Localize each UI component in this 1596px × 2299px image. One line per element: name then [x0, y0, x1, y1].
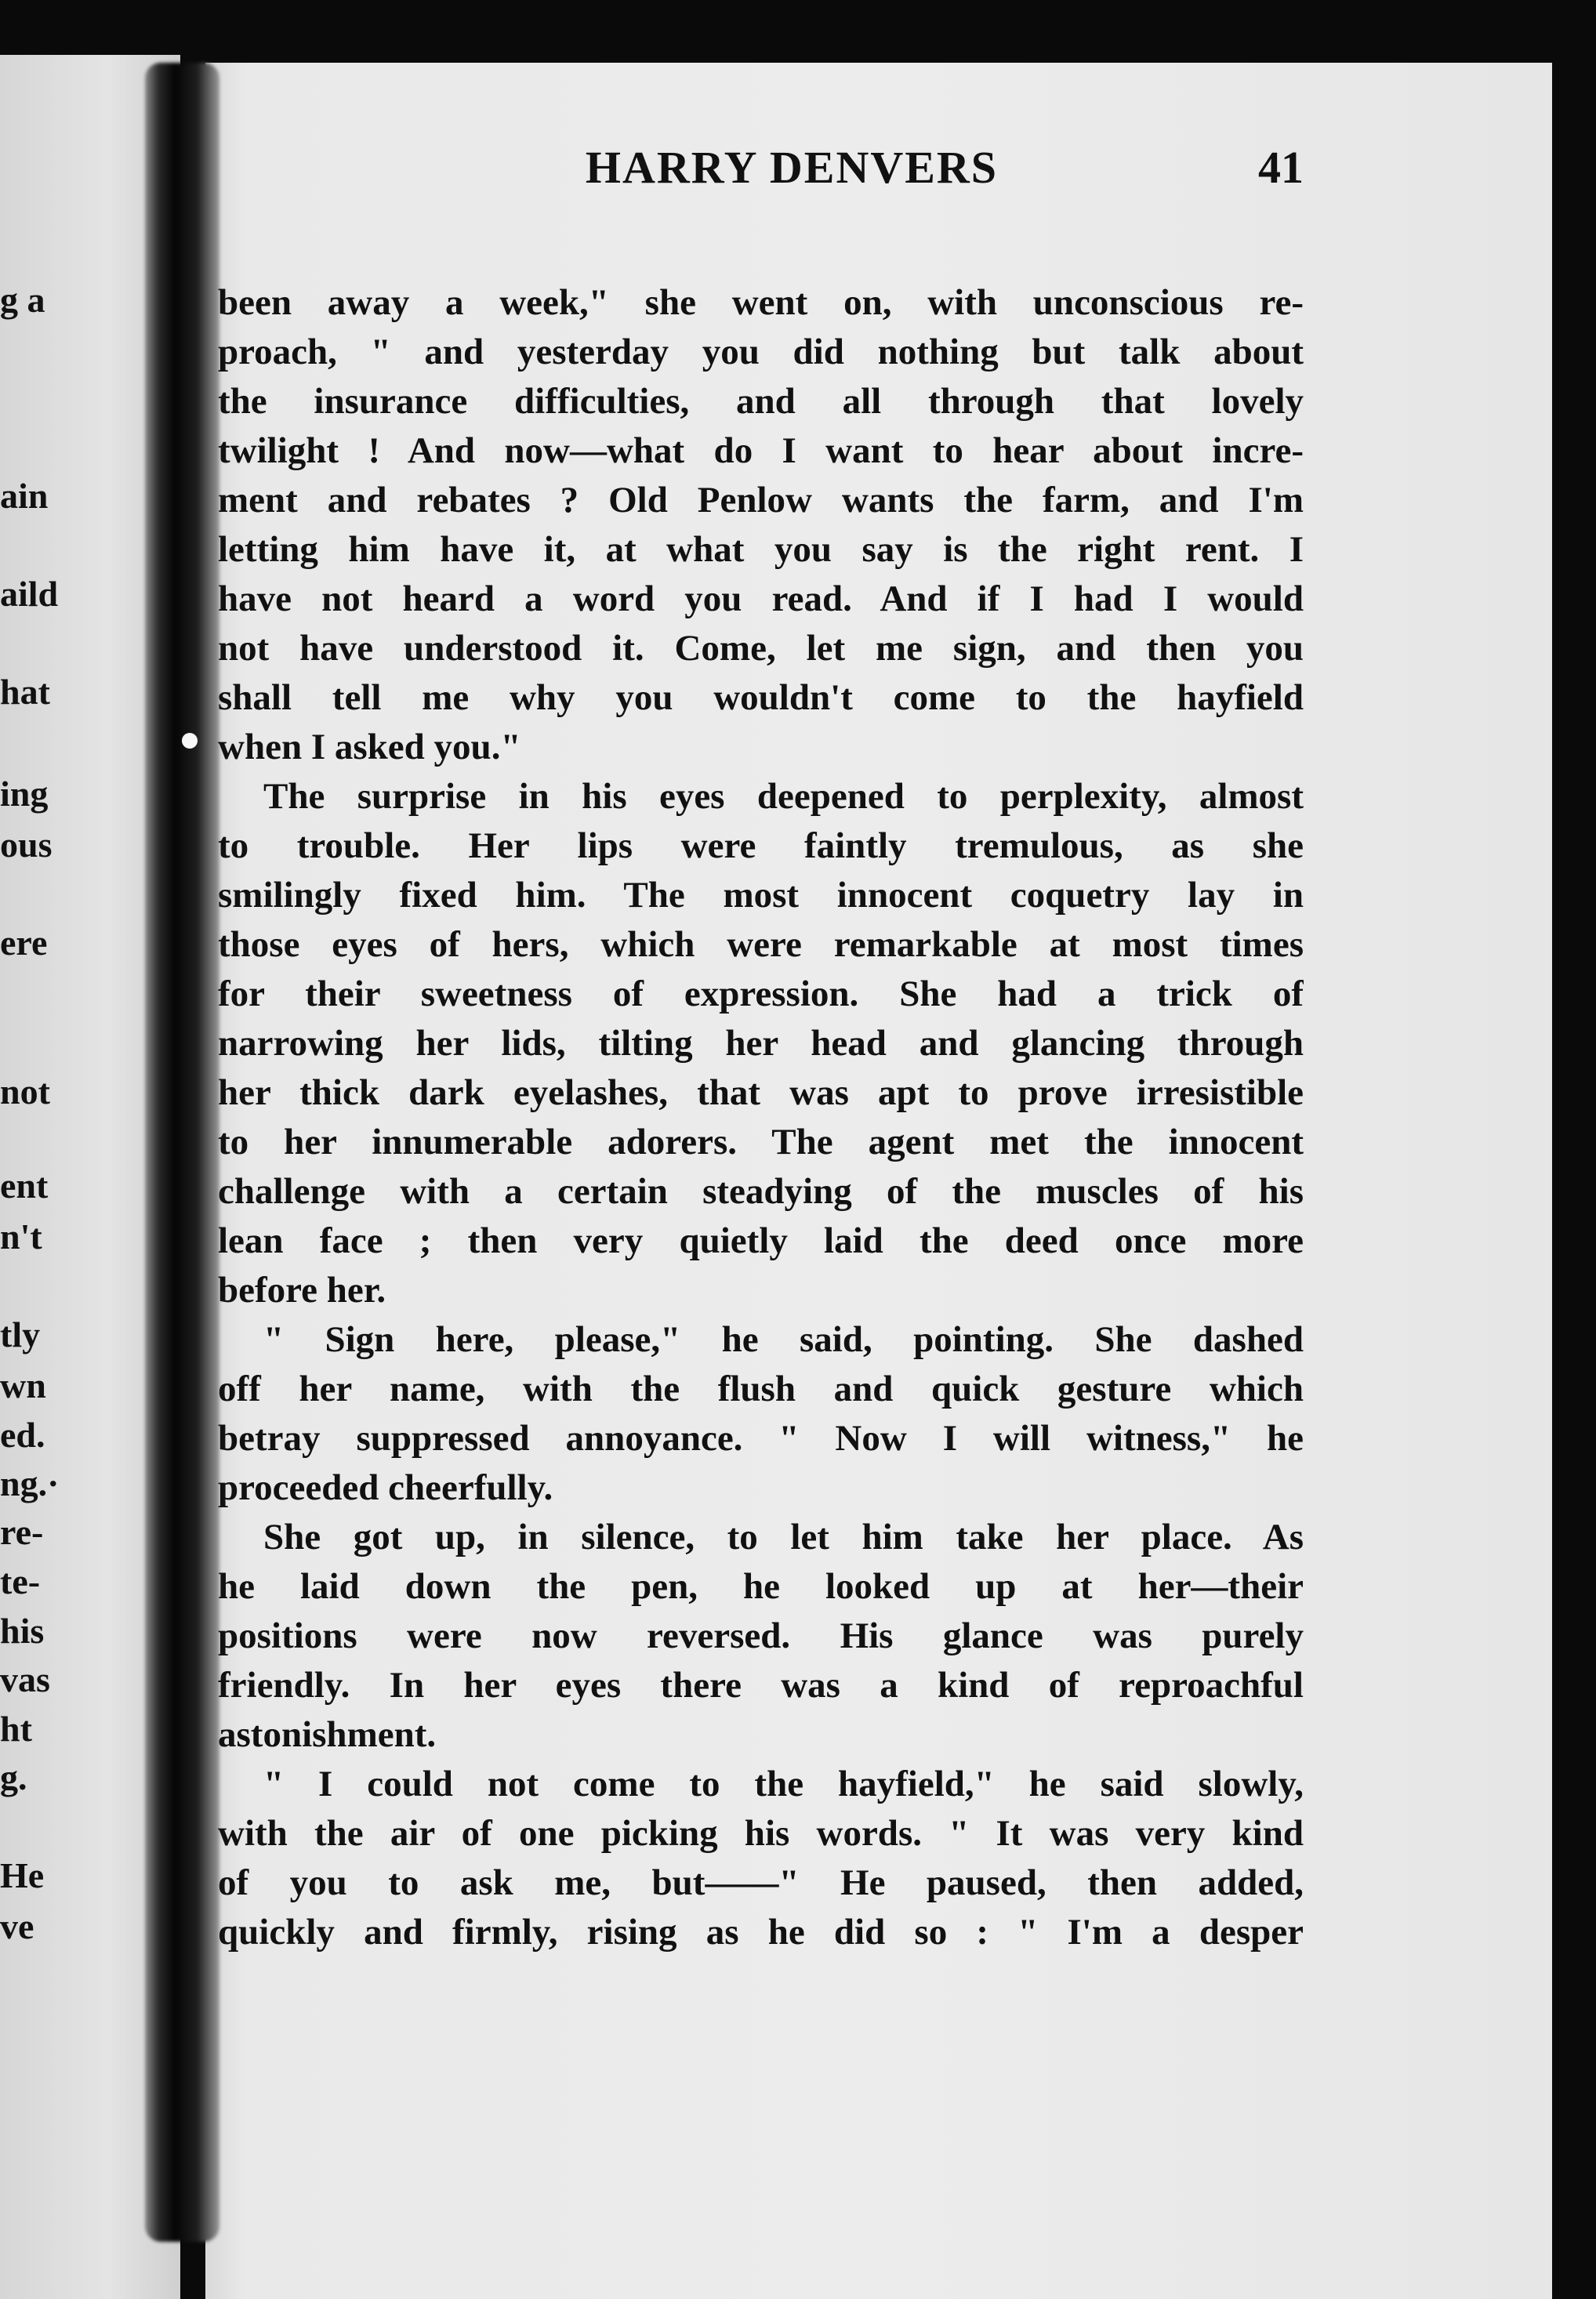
left-fragment: ng.·: [0, 1463, 60, 1503]
text-line: for their sweetness of expression. She had a trick of: [218, 974, 1304, 1014]
left-fragment: He: [0, 1855, 45, 1895]
text-line: lean face ; then very quietly laid the deed once more: [218, 1220, 1304, 1261]
body-text: [218, 278, 1304, 1957]
text-line: friendly. In her eyes there was a kind of reproachful: [218, 1665, 1304, 1706]
left-fragment: ain: [0, 476, 49, 516]
text-line: those eyes of hers, which were remarkable at most times: [218, 924, 1304, 965]
text-line: smilingly fixed him. The most innocent coquetry lay in: [218, 875, 1304, 916]
text-line: betray suppressed annoyance. " Now I will witness," he: [218, 1418, 1304, 1459]
text-line: proach, " and yesterday you did nothing but talk about: [218, 332, 1304, 372]
left-fragment: wn: [0, 1365, 46, 1405]
left-fragment: ere: [0, 923, 48, 963]
left-fragment: tly: [0, 1314, 41, 1354]
text-line: before her.: [218, 1270, 386, 1311]
left-fragment: ous: [0, 825, 53, 865]
text-line: her thick dark eyelashes, that was apt to prove irresistible: [218, 1072, 1304, 1113]
left-fragment: n't: [0, 1217, 42, 1256]
text-line: the insurance difficulties, and all through that lovely: [218, 381, 1304, 422]
paper-speck: [182, 733, 198, 749]
left-fragment: vas: [0, 1659, 50, 1699]
text-line: he laid down the pen, he looked up at her—their: [218, 1566, 1304, 1607]
book-binding-gutter: [145, 63, 219, 2242]
text-line: The surprise in his eyes deepened to perplexity, almost: [263, 776, 1304, 817]
text-line: off her name, with the flush and quick gesture which: [218, 1369, 1304, 1409]
left-fragment: ed.: [0, 1415, 45, 1455]
text-line: been away a week," she went on, with unconscious re-: [218, 282, 1304, 323]
text-line: to her innumerable adorers. The agent met the innocent: [218, 1122, 1304, 1162]
text-line: letting him have it, at what you say is the right rent. I: [218, 529, 1304, 570]
left-fragment: ent: [0, 1166, 49, 1206]
text-line: shall tell me why you wouldn't come to the hayfield: [218, 677, 1304, 718]
text-line: with the air of one picking his words. " It was very kind: [218, 1813, 1304, 1854]
left-fragment: ve: [0, 1906, 34, 1946]
text-line: proceeded cheerfully.: [218, 1467, 553, 1508]
text-line: when I asked you.": [218, 727, 521, 767]
text-line: She got up, in silence, to let him take her place. As: [263, 1517, 1304, 1557]
left-fragment: g.: [0, 1757, 27, 1797]
page-header: [314, 141, 1304, 196]
text-line: narrowing her lids, tilting her head and glancing through: [218, 1023, 1304, 1064]
text-line: " Sign here, please," he said, pointing. She dashed: [263, 1319, 1304, 1360]
text-line: twilight ! And now—what do I want to hear about incre-: [218, 430, 1304, 471]
left-fragment: ing: [0, 774, 49, 814]
text-line: of you to ask me, but——" He paused, then added,: [218, 1862, 1304, 1903]
left-fragment: not: [0, 1072, 50, 1111]
left-fragment: ht: [0, 1709, 32, 1749]
text-line: positions were now reversed. His glance was purely: [218, 1615, 1304, 1656]
left-fragment: his: [0, 1611, 45, 1651]
text-line: to trouble. Her lips were faintly tremulous, as she: [218, 825, 1304, 866]
text-line: not have understood it. Come, let me sign, and then you: [218, 628, 1304, 669]
left-fragment: re-: [0, 1512, 44, 1552]
running-title: HARRY DENVERS: [585, 142, 999, 193]
left-fragment: aild: [0, 574, 59, 614]
page-number: 41: [1258, 142, 1304, 193]
text-line: ment and rebates ? Old Penlow wants the farm, and I'm: [218, 480, 1304, 520]
text-line: challenge with a certain steadying of the muscles of his: [218, 1171, 1304, 1212]
text-line: astonishment.: [218, 1714, 437, 1755]
left-fragment: te-: [0, 1561, 41, 1601]
left-fragment: g a: [0, 280, 45, 320]
text-line: have not heard a word you read. And if I had I would: [218, 578, 1304, 619]
text-line: quickly and firmly, rising as he did so : " I'm a desper: [218, 1912, 1304, 1953]
text-line: " I could not come to the hayfield," he said slowly,: [263, 1764, 1304, 1804]
left-fragment: hat: [0, 672, 50, 712]
